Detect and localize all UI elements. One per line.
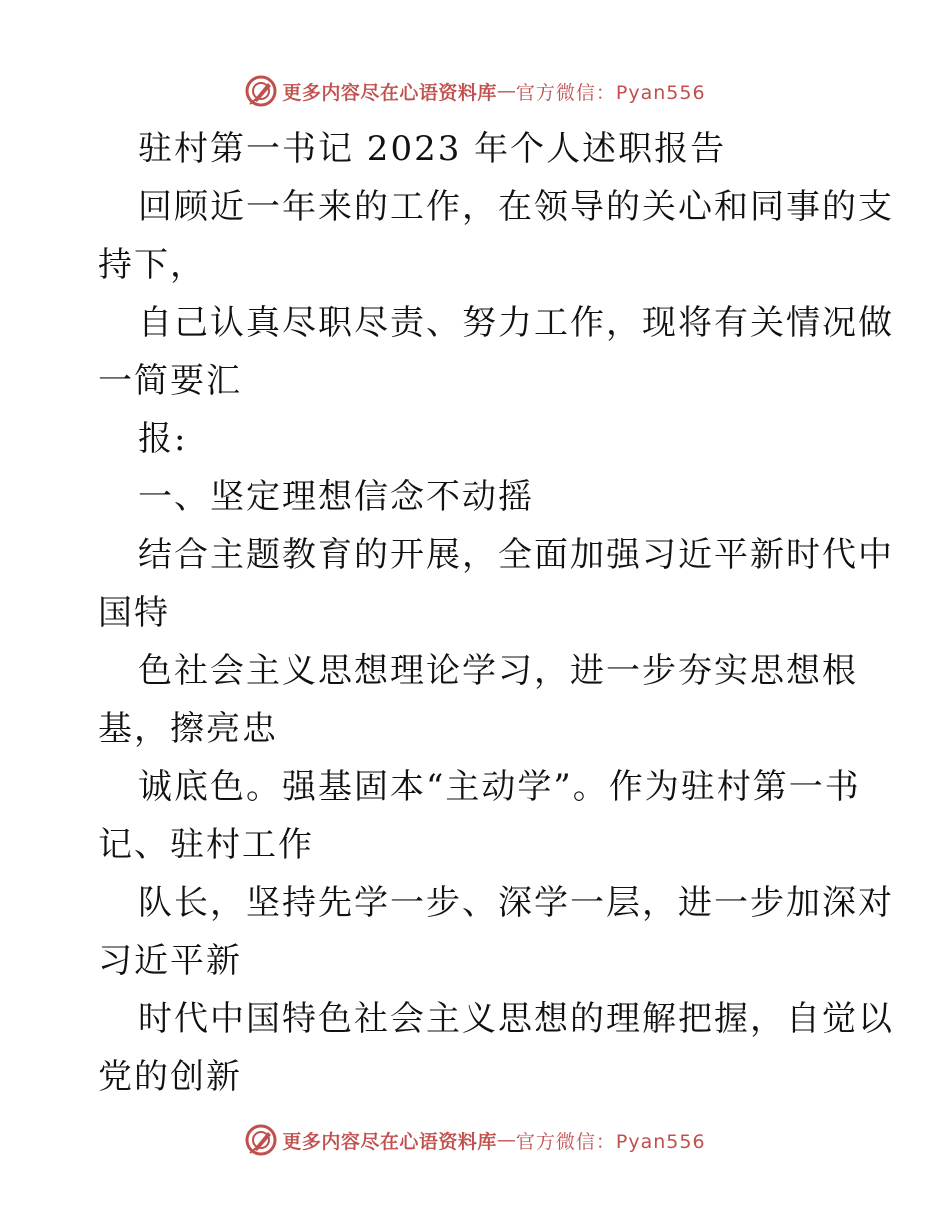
document-title: 驻村第一书记 2023 年个人述职报告: [138, 129, 727, 169]
section-heading: 一、坚定理想信念不动摇: [138, 477, 534, 517]
paragraph-line: 报:: [138, 419, 188, 459]
paragraph-line: 国特: [98, 593, 170, 633]
paragraph-line: 自己认真尽职尽责、努力工作，现将有关情况做: [138, 303, 894, 343]
pen-circle-logo-icon: [244, 74, 278, 108]
paragraph-line: 持下，: [98, 245, 206, 285]
document-body: [98, 120, 894, 1106]
header-watermark: [0, 71, 950, 111]
paragraph-line: 习近平新: [98, 941, 242, 981]
watermark-contact-text: 官方微信：Pyan556: [515, 81, 706, 104]
paragraph-line: 基，擦亮忠: [98, 709, 278, 749]
watermark-contact-text: 官方微信：Pyan556: [515, 1130, 706, 1153]
watermark-separator: —: [496, 80, 516, 102]
watermark-main-text: 更多内容尽在心语资料库: [282, 81, 497, 104]
paragraph-line: 一简要汇: [98, 361, 242, 401]
paragraph-line: 回顾近一年来的工作，在领导的关心和同事的支: [138, 187, 894, 227]
pen-circle-logo-icon: [244, 1123, 278, 1157]
paragraph-line: 党的创新: [98, 1057, 242, 1097]
paragraph-line: 结合主题教育的开展，全面加强习近平新时代中: [138, 535, 894, 575]
paragraph-line: 色社会主义思想理论学习，进一步夯实思想根: [138, 651, 858, 691]
paragraph-line: 时代中国特色社会主义思想的理解把握，自觉以: [138, 999, 894, 1039]
paragraph-line: 记、驻村工作: [98, 825, 314, 865]
paragraph-line: 诚底色。强基固本“主动学”。作为驻村第一书: [138, 767, 861, 807]
paragraph-line: 队长，坚持先学一步、深学一层，进一步加深对: [138, 883, 894, 923]
watermark-main-text: 更多内容尽在心语资料库: [282, 1130, 497, 1153]
footer-watermark: [0, 1120, 950, 1160]
watermark-separator: —: [496, 1129, 516, 1151]
